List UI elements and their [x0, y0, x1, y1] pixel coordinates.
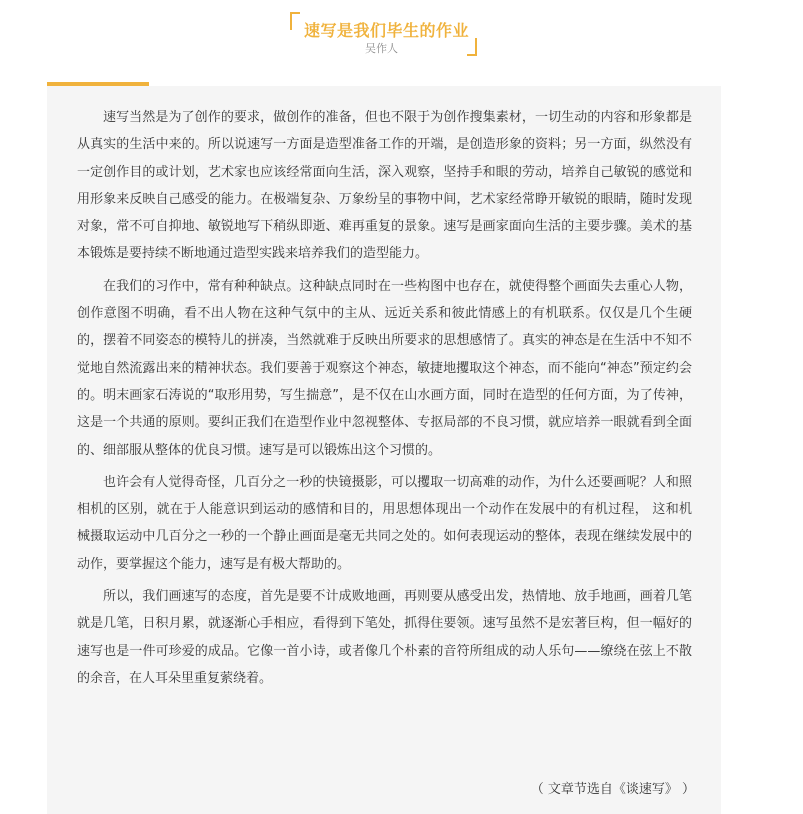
article-header [0, 0, 803, 90]
article-body [47, 86, 721, 814]
open-bracket-decoration [290, 12, 300, 30]
article-title: 速写是我们毕生的作业 [304, 21, 470, 40]
paragraph-2: 在我们的习作中，常有种种缺点。这种缺点同时在一些构图中也存在，就使得整个画面失去重心人物，创作意图不明确，看不出人物在这种气氛中的主从、远近关系和彼此情感上的有机联系。仅仅是几个生硬的，摆着不同姿态的模特儿的拼凑，当然就难于反映出所要求的思想感情了。真实的神态是在生活中不知不觉地自然流露出来的精神状态。我们要善于观察这个神态，敏捷地攫取这个神态，而不能向“神态”预定约会的。明末画家石涛说的“取形用势，写生揣意”，是不仅在山水画方面，同时在造型的任何方面，为了传神，这是一个共通的原则。要纠正我们在造型作业中忽视整体、专抠局部的不良习惯，就应培养一眼就看到全面的、细部服从整体的优良习惯。速写是可以锻炼出这个习惯的。 [77, 278, 692, 458]
paragraph-3: 也许会有人觉得奇怪，几百分之一秒的快镜摄影，可以攫取一切高难的动作，为什么还要画呢？人和照相机的区别，就在于人能意识到运动的感情和目的，用思想体现出一个动作在发展中的有机过程， 这和机械摄取运动中几百分之一秒的一个静止画面是毫无共同之处的。如何表现运动的整体，表现在继续发展中的动作，要掌握这个能力，速写是有极大帮助的。 [77, 474, 692, 572]
close-bracket-decoration [467, 38, 477, 56]
article-author: 吴作人 [365, 42, 398, 55]
paragraph-1: 速写当然是为了创作的要求，做创作的准备，但也不限于为创作搜集素材，一切生动的内容和形象都是从真实的生活中来的。所以说速写一方面是造型准备工作的开端，是创造形象的资料；另一方面，纵然没有一定创作目的或计划，艺术家也应该经常面向生活，深入观察，坚持手和眼的劳动，培养自己敏锐的感觉和用形象来反映自己感受的能力。在极端复杂、万象纷呈的事物中间，艺术家经常睁开敏锐的眼睛，随时发现对象，常不可自抑地、敏锐地写下稍纵即逝、难再重复的景象。速写是画家面向生活的主要步骤。美术的基本锻炼是要持续不断地通过造型实践来培养我们的造型能力。 [77, 110, 692, 262]
paragraph-4: 所以，我们画速写的态度，首先是要不计成败地画，再则要从感受出发，热情地、放手地画，画着几笔就是几笔，日积月累，就逐渐心手相应，看得到下笔处，抓得住要领。速写虽然不是宏著巨构，但一幅好的速写也是一件可珍爱的成品。它像一首小诗，或者像几个朴素的音符所组成的动人乐句——缭绕在弦上不散的余音，在人耳朵里重复萦绕着。 [77, 589, 692, 686]
article-source: （ 文章节选自《谈速写》 ） [530, 782, 695, 797]
